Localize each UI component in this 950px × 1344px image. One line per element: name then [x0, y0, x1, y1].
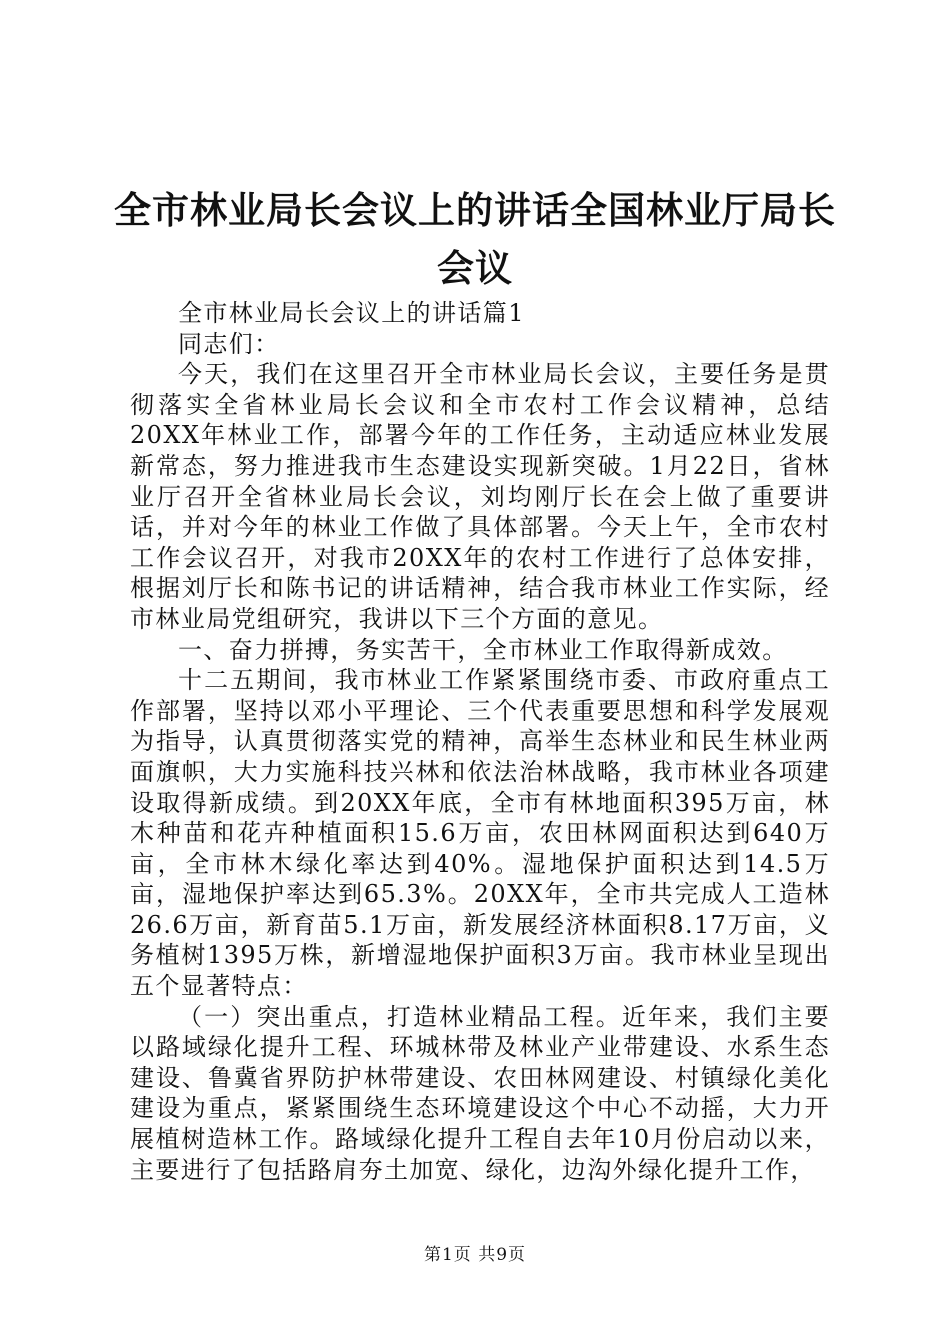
page-number-footer: 第1页 共9页	[423, 1245, 527, 1265]
section-heading: 全市林业局长会议上的讲话篇1	[178, 299, 525, 327]
body-paragraph: 十二五期间，我市林业工作紧紧围绕市委、市政府重点工作部署，坚持以邓小平理论、三个代表重要思想和科学发展观为指导，认真贯彻落实党的精神，高举生态林业和民生林业两面旗帜，大力实施科技兴林和依法治林战略，我市林业各项建设取得新成绩。到20XX年底，全市有林地面积395万亩，林木种苗和花卉种植面积15.6万亩，农田林网面积达到640万亩，全市林木绿化率达到40%。湿地保护面积达到14.5万亩，湿地保护率达到65.3%。20XX年，全市共完成人工造林26.6万亩，新育苗5.1万亩，新发展经济林面积8.17万亩，义务植树1395万株，新增湿地保护面积3万亩。我市林业呈现出五个显著特点：	[130, 666, 830, 1001]
document-body	[130, 298, 830, 1185]
section-heading: 一、奋力拼搏，务实苦干，全市林业工作取得新成效。	[178, 635, 788, 664]
body-paragraph: （一）突出重点，打造林业精品工程。近年来，我们主要以路域绿化提升工程、环城林带及林业产业带建设、水系生态建设、鲁冀省界防护林带建设、农田林网建设、村镇绿化美化建设为重点，紧紧围绕生态环境建设这个中心不动摇，大力开展植树造林工作。路域绿化提升工程自去年10月份启动以来，主要进行了包括路肩夯土加宽、绿化，边沟外绿化提升工作，	[130, 1002, 830, 1184]
document-title: 全市林业局长会议上的讲话全国林业厅局长会议	[114, 189, 836, 290]
salutation: 同志们：	[178, 329, 280, 358]
body-paragraph: 今天，我们在这里召开全市林业局长会议，主要任务是贯彻落实全省林业局长会议和全市农村工作会议精神，总结20XX年林业工作，部署今年的工作任务，主动适应林业发展新常态，努力推进我市生态建设实现新突破。1月22日，省林业厅召开全省林业局长会议，刘均刚厅长在会上做了重要讲话，并对今年的林业工作做了具体部署。今天上午，全市农村工作会议召开，对我市20XX年的农村工作进行了总体安排，根据刘厅长和陈书记的讲话精神，结合我市林业工作实际，经市林业局党组研究，我讲以下三个方面的意见。	[130, 360, 830, 633]
